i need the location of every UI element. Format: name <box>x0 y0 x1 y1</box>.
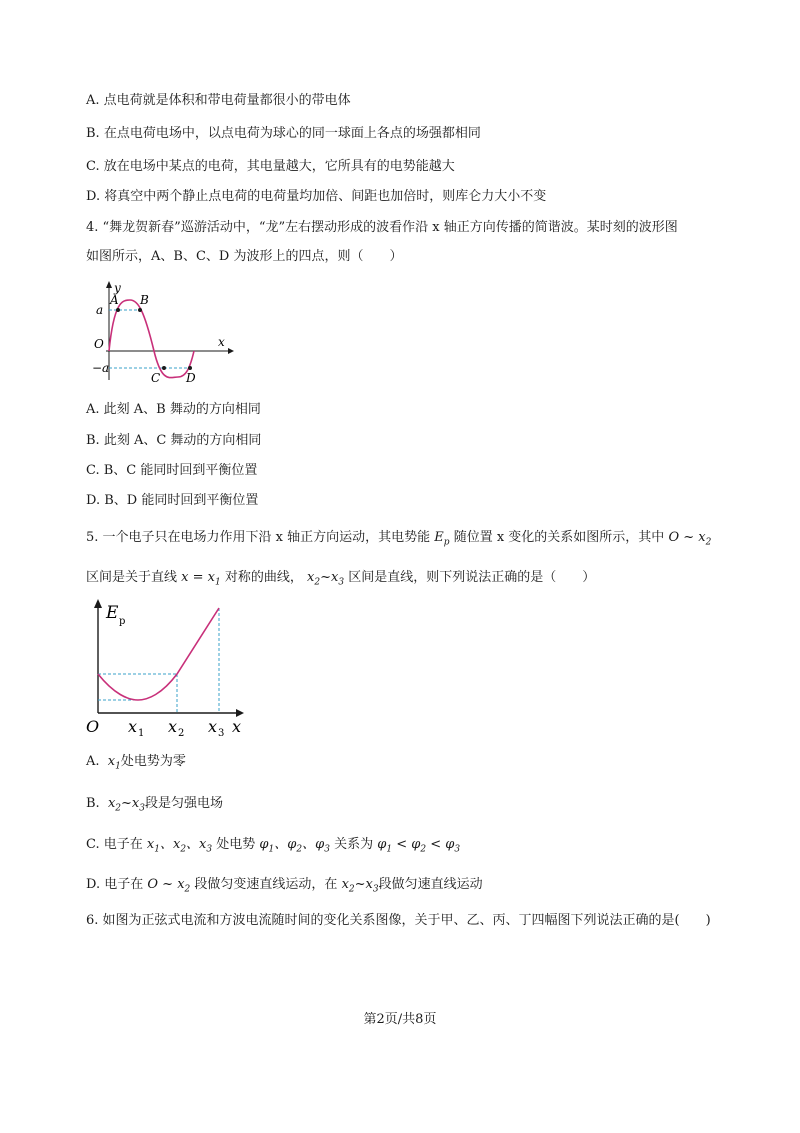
q4-label-a: a <box>96 303 104 317</box>
q5-stem-line2 <box>86 569 595 592</box>
q5-option-a <box>86 753 186 776</box>
q5-label-x2-sub: 2 <box>178 728 185 739</box>
q3-option-d: D. 将真空中两个静止点电荷的电荷量均加倍、间距也加倍时，则库仑力大小不变 <box>86 189 547 204</box>
q4-stem-line2: 如图所示，A、B、C、D 为波形上的四点，则（ ） <box>86 249 403 264</box>
q5-stem-part3: 区间是关于直线 <box>86 570 178 585</box>
q5-option-d-prefix: D. 电子在 <box>86 877 144 892</box>
q4-stem-line1: 4. “舞龙贺新春”巡游活动中，“龙”左右摆动形成的波看作沿 x 轴正方向传播的简谐波。某时刻的波形图 <box>86 220 678 235</box>
q5-label-x2: x <box>168 717 178 736</box>
q5-option-a-text: 处电势为零 <box>120 754 186 769</box>
q4-x-arrow <box>228 348 234 354</box>
q4-y-arrow <box>106 281 112 288</box>
q5-option-c-prefix: C. 电子在 <box>86 837 143 852</box>
q5-label-x: x <box>232 717 242 736</box>
q5-option-d-range2: $x_2\sim x_3$ <box>341 877 379 895</box>
q5-option-c-mid: 处电势 <box>216 837 256 852</box>
q5-option-a-prefix: A. <box>86 754 100 769</box>
q5-option-b <box>86 795 223 818</box>
q5-option-c-points: $x_1$、$x_2$、$x_3$ <box>146 837 213 855</box>
q5-stem-part5: 区间是直线，则下列说法正确的是（ ） <box>348 570 596 585</box>
q5-option-d-range1: O ~ $x_2$ <box>147 877 191 895</box>
q5-option-d-mid: 段做匀变速直线运动，在 <box>194 877 338 892</box>
q5-ep-figure <box>86 596 256 742</box>
q4-option-c: C. B、C 能同时回到平衡位置 <box>86 463 258 478</box>
q4-label-B: B <box>140 293 149 307</box>
q5-option-d <box>86 876 483 899</box>
q4-label-x: x <box>218 335 225 349</box>
q5-label-E: E <box>106 603 119 623</box>
q5-option-b-prefix: B. <box>86 796 100 811</box>
q4-option-d: D. B、D 能同时回到平衡位置 <box>86 493 259 508</box>
q5-option-c <box>86 836 460 859</box>
q4-wave-figure <box>92 280 242 390</box>
q5-x-eq-x1: $x = x_1$ <box>181 570 221 588</box>
q3-option-c: C. 放在电场中某点的电荷，其电量越大，它所具有的电势能越大 <box>86 159 455 174</box>
q5-stem-part4: 对称的曲线， <box>224 570 303 585</box>
q5-range-x2-x3: $x_2\sim x_3$ <box>307 570 345 588</box>
q5-option-d-end: 段做匀速直线运动 <box>378 877 483 892</box>
q5-label-x1-sub: 1 <box>138 728 145 739</box>
q5-label-O: O <box>86 717 100 736</box>
q5-option-c-phis: $\varphi_1$、$\varphi_2$、$\varphi_3$ <box>259 837 330 855</box>
q4-label-neg-a: −a <box>92 361 110 375</box>
q4-label-D: D <box>186 371 196 385</box>
q5-label-x1: x <box>128 717 138 736</box>
q3-option-a: A. 点电荷就是体积和带电荷量都很小的带电体 <box>86 93 351 108</box>
q5-ep-symbol: $E_p$ <box>434 530 450 548</box>
q5-stem-part1: 5. 一个电子只在电场力作用下沿 x 轴正方向运动，其电势能 <box>86 530 431 545</box>
q5-option-b-range: $x_2\sim x_3$ <box>103 796 145 814</box>
q3-option-b: B. 在点电荷电场中，以点电荷为球心的同一球面上各点的场强都相同 <box>86 126 481 141</box>
q5-stem-part2: 随位置 x 变化的关系如图所示，其中 <box>453 530 665 545</box>
q4-label-O: O <box>94 337 104 351</box>
q5-y-arrow <box>94 599 102 608</box>
q5-option-c-ineq: $\varphi_1 < \varphi_2 < \varphi_3$ <box>377 837 461 855</box>
q4-wave-curve <box>109 300 194 378</box>
q5-label-p: p <box>119 616 126 627</box>
page-footer: 第2页/共8页 <box>363 1012 437 1027</box>
q5-option-b-text: 段是匀强电场 <box>145 796 224 811</box>
q4-point-d <box>188 366 192 370</box>
q4-option-b: B. 此刻 A、C 舞动的方向相同 <box>86 433 262 448</box>
q5-label-x3: x <box>208 717 218 736</box>
q4-point-c <box>162 366 166 370</box>
q4-point-a <box>116 308 120 312</box>
q5-option-a-x1: $x_1$ <box>103 754 121 772</box>
q4-label-C: C <box>151 371 161 385</box>
q5-stem-line1 <box>86 529 711 552</box>
q4-label-y: y <box>114 281 121 295</box>
q4-option-a: A. 此刻 A、B 舞动的方向相同 <box>86 402 261 417</box>
q5-option-c-rel: 关系为 <box>334 837 374 852</box>
q5-label-x3-sub: 3 <box>218 728 225 739</box>
q5-range-o-x2: O ~ $x_2$ <box>668 530 712 548</box>
q4-point-b <box>138 308 142 312</box>
q6-stem: 6. 如图为正弦式电流和方波电流随时间的变化关系图像，关于甲、乙、丙、丁四幅图下列说法正确的是( ) <box>86 913 711 928</box>
q5-x-arrow <box>236 709 244 717</box>
q4-label-A: A <box>110 293 119 307</box>
